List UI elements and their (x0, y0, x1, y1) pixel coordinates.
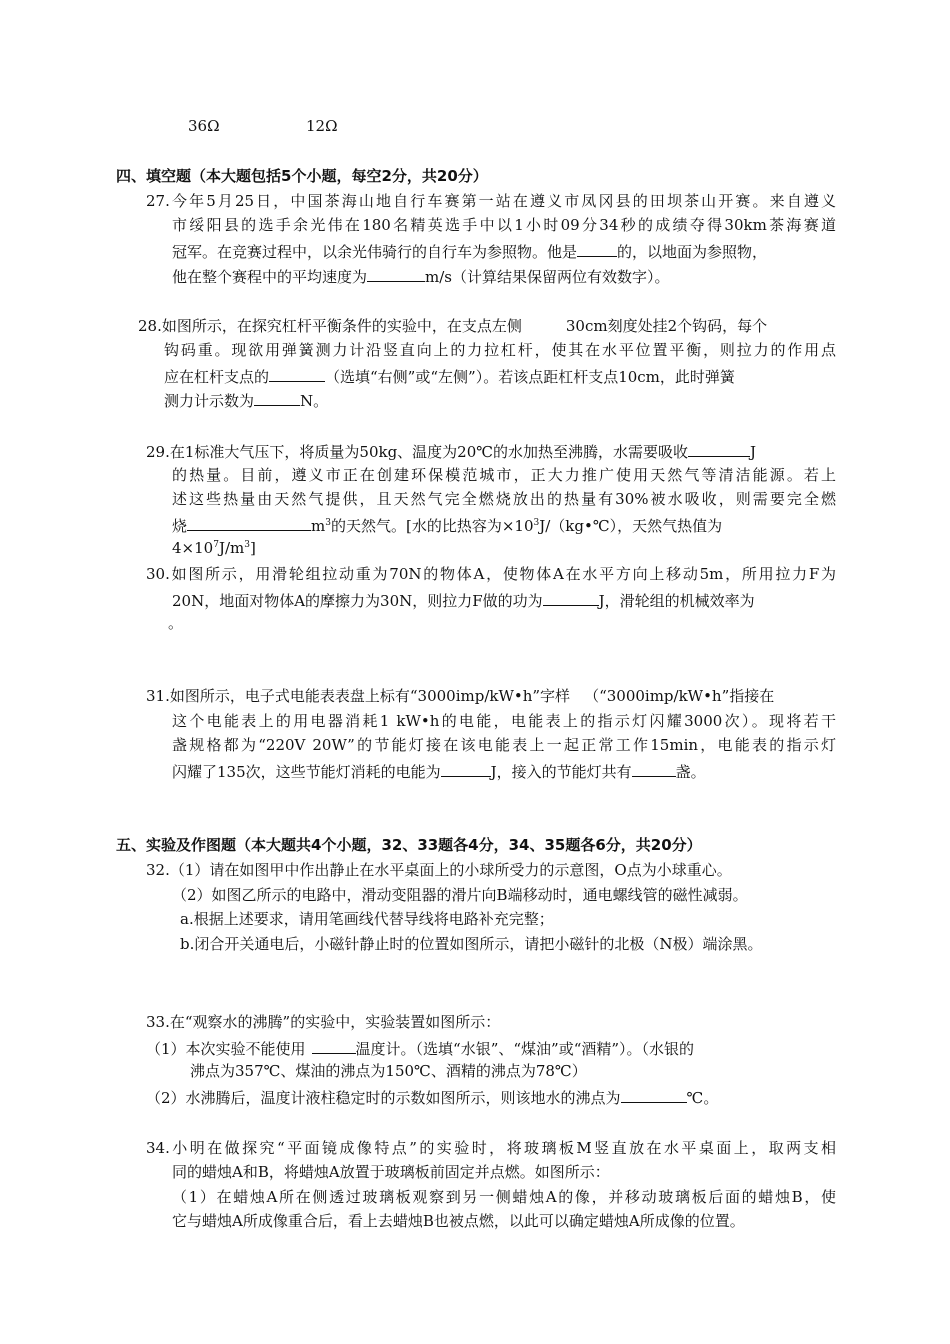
q29-text: 29.在1标准大气压下，将质量为50kg、温度为20℃的水加热至沸腾，水需要吸收 (146, 443, 689, 461)
q29-exponent: 3 (325, 518, 331, 528)
resistor-label-2: 12Ω (306, 117, 338, 135)
q28-answer-blank-1[interactable] (269, 365, 325, 382)
q29-text: J/（kg•℃），天然气热值为 (539, 517, 723, 535)
q29-line-1 (146, 440, 756, 462)
q33-line-1: 33.在“观察水的沸腾”的实验中，实验装置如图所示： (146, 1013, 501, 1031)
q31-line-2: 这个电能表上的用电器消耗1 kW•h的电能，电能表上的指示灯闪耀3000次）。现将若干 (172, 712, 836, 730)
q29-answer-blank-2[interactable] (187, 514, 311, 531)
q28-text: 30cm刻度处挂2个钩码，每个 (565, 317, 768, 335)
resistor-label-1: 36Ω (188, 117, 220, 135)
q27-line-3 (172, 240, 767, 262)
q34-line-1: 34.小明在做探究“平面镜成像特点”的实验时，将玻璃板M竖直放在水平桌面上，取两支相 (146, 1139, 836, 1157)
q31-text: （“3000imp/kW•h”指接在 (584, 687, 775, 705)
q30-answer-blank-1[interactable] (543, 589, 599, 606)
q31-text: J，接入的节能灯共有 (490, 763, 632, 781)
q29-line-4 (172, 514, 722, 536)
q33-answer-blank-2[interactable] (621, 1086, 687, 1103)
q29-text: 烧 (172, 517, 188, 535)
q28-text: N。 (300, 392, 329, 410)
q31-text: 闪耀了135次，这些节能灯消耗的电能为 (172, 763, 441, 781)
q29-answer-blank-1[interactable] (688, 440, 750, 457)
q31-line-4 (172, 760, 706, 782)
q29-text: 4×10 (172, 539, 214, 557)
q27-line-4 (172, 265, 670, 287)
q28-text: 28.如图所示，在探究杠杆平衡条件的实验中，在支点左侧 (138, 317, 522, 335)
q28-line-4 (164, 389, 328, 411)
q28-line-2: 钩码重。现欲用弹簧测力计沿竖直向上的力拉杠杆，使其在水平位置平衡，则拉力的作用点 (164, 341, 836, 359)
q30-text: J，滑轮组的机械效率为 (598, 592, 755, 610)
q27-answer-blank-2[interactable] (367, 265, 425, 282)
q31-line-3: 盏规格都为“220V 20W”的节能灯接在该电能表上一起正常工作15min，电能表的指示灯 (172, 736, 836, 754)
section-five-title: 五、实验及作图题（本大题共4个小题，32、33题各4分，34、35题各6分，共20分） (116, 836, 702, 854)
q33-line-4 (146, 1086, 718, 1108)
q31-answer-blank-2[interactable] (632, 760, 676, 777)
section-four-title: 四、填空题（本大题包括5个小题，每空2分，共20分） (116, 167, 488, 185)
q29-exponent: 3 (244, 540, 250, 550)
q28-line-1 (138, 316, 767, 336)
q29-text: J/m (218, 539, 245, 557)
q29-line-3: 述这些热量由天然气提供，且天然气完全燃烧放出的热量有30%被水吸收，则需要完全燃 (172, 490, 836, 508)
q34-line-4: 它与蜡烛A所成像重合后，看上去蜡烛B也被点燃，以此可以确定蜡烛A所成像的位置。 (172, 1212, 745, 1230)
q29-exponent: 3 (533, 518, 540, 528)
q29-text: m (311, 517, 326, 535)
q28-text: 测力计示数为 (164, 392, 255, 410)
q28-text: 应在杠杆支点的 (164, 368, 270, 386)
q29-text: 的天然气。[水的比热容为×10 (330, 517, 534, 535)
q33-answer-blank-1[interactable] (312, 1037, 356, 1054)
q29-text: J (750, 443, 757, 461)
q31-line-1 (146, 686, 774, 706)
q32-line-3: a.根据上述要求，请用笔画线代替导线将电路补充完整； (180, 910, 554, 928)
q33-line-3: 沸点为357℃、煤油的沸点为150℃、酒精的沸点为78℃） (190, 1062, 587, 1080)
q27-text: 他在整个赛程中的平均速度为 (172, 268, 368, 286)
q28-text: （选填“右侧”或“左侧”）。若该点距杠杆支点10cm，此时弹簧 (325, 368, 735, 386)
q28-answer-blank-2[interactable] (254, 389, 300, 406)
q32-line-4: b.闭合开关通电后，小磁针静止时的位置如图所示，请把小磁针的北极（N极）端涂黑。 (180, 935, 763, 953)
q33-text: ℃。 (686, 1089, 719, 1107)
q34-line-3: （1）在蜡烛A所在侧透过玻璃板观察到另一侧蜡烛A的像，并移动玻璃板后面的蜡烛B，使 (172, 1188, 836, 1206)
q31-text: 盏。 (675, 763, 706, 781)
q27-text: m/s（计算结果保留两位有效数字）。 (425, 268, 670, 286)
q33-line-2 (146, 1037, 694, 1059)
q32-line-2: （2）如图乙所示的电路中，滑动变阻器的滑片向B端移动时，通电螺线管的磁性减弱。 (172, 886, 748, 904)
q34-line-2: 同的蜡烛A和B，将蜡烛A放置于玻璃板前固定并点燃。如图所示： (172, 1163, 610, 1181)
q29-text: ] (249, 539, 256, 557)
q33-text: （1）本次实验不能使用 (146, 1040, 306, 1058)
q27-answer-blank-1[interactable] (577, 240, 617, 257)
q27-text: 冠军。在竞赛过程中，以余光伟骑行的自行车为参照物。他是 (172, 243, 578, 261)
q30-line-1: 30.如图所示，用滑轮组拉动重为70N的物体A，使物体A在水平方向上移动5m，所用拉力F为 (146, 565, 836, 583)
q31-text: 31.如图所示，电子式电能表表盘上标有“3000imp/kW•h”字样 (146, 687, 571, 705)
q33-text: 温度计。（选填“水银”、“煤油”或“酒精”）。（水银的 (355, 1040, 695, 1058)
q28-line-3 (164, 365, 735, 387)
q27-line-2: 市绥阳县的选手余光伟在180名精英选手中以1小时09分34秒的成绩夺得30km茶海赛道 (172, 216, 836, 234)
q31-answer-blank-1[interactable] (441, 760, 491, 777)
q30-line-3: 。 (168, 614, 184, 632)
q27-text: 的，以地面为参照物， (617, 243, 768, 261)
q30-text: 20N，地面对物体A的摩擦力为30N，则拉力F做的功为 (172, 592, 543, 610)
q30-line-2 (172, 589, 755, 611)
q29-line-5 (172, 538, 256, 558)
q33-text: （2）水沸腾后，温度计液柱稳定时的示数如图所示，则该地水的沸点为 (146, 1089, 621, 1107)
q32-line-1: 32.（1）请在如图甲中作出静止在水平桌面上的小球所受力的示意图，O点为小球重心。 (146, 861, 732, 879)
q27-line-1: 27.今年5月25日，中国茶海山地自行车赛第一站在遵义市凤冈县的田坝茶山开赛。来自遵义 (146, 192, 836, 210)
q29-exponent: 7 (213, 540, 219, 550)
q29-line-2: 的热量。目前，遵义市正在创建环保模范城市，正大力推广使用天然气等清洁能源。若上 (172, 466, 836, 484)
